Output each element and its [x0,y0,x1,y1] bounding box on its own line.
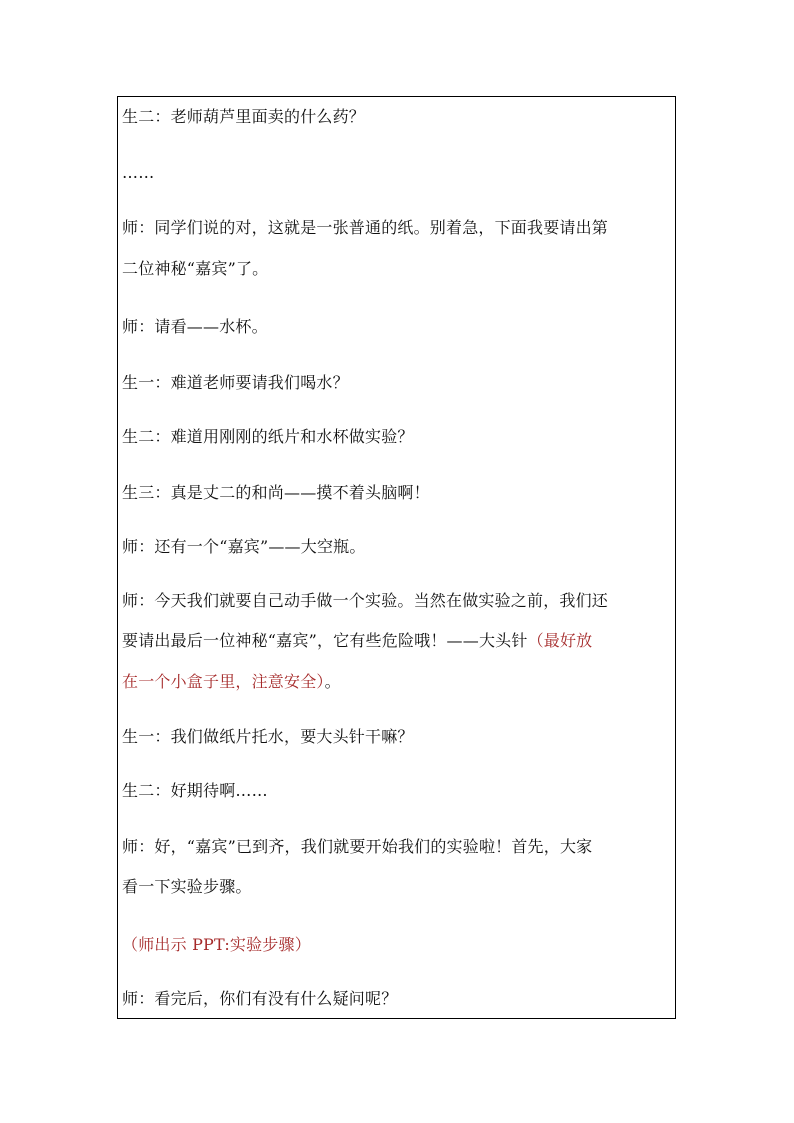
text-line: 师：看完后，你们有没有什么疑问呢？ [122,989,398,1008]
text-line: 生一：我们做纸片托水，要大头针干嘛？ [122,727,414,746]
text-line: 师：好，“嘉宾”已到齐，我们就要开始我们的实验啦！首先，大家 [122,837,593,856]
note-segment: 在一个小盒子里，注意安全） [122,672,325,691]
text-line-with-note [122,631,592,651]
text-line: 看一下实验步骤。 [122,877,252,896]
text-segment: 要请出最后一位神秘“嘉宾”，它有些危险哦！——大头针 [122,631,528,650]
text-line: 师：还有一个“嘉宾”——大空瓶。 [122,537,366,556]
text-line: 生二：难道用刚刚的纸片和水杯做实验？ [122,427,414,446]
text-line: 师：请看——水杯。 [122,317,268,336]
text-line: 生二：老师葫芦里面卖的什么药？ [122,107,366,126]
text-line: 二位神秘“嘉宾”了。 [122,259,269,278]
stage-direction-line: （师出示 PPT:实验步骤） [122,935,311,954]
note-segment: （最好放 [527,631,593,650]
text-line: 师：同学们说的对，这就是一张普通的纸。别着急，下面我要请出第 [122,218,609,237]
text-line: 师：今天我们就要自己动手做一个实验。当然在做实验之前，我们还 [122,591,609,610]
text-line-with-note [122,672,341,692]
text-line: 生一：难道老师要请我们喝水？ [122,373,349,392]
text-line: 生二：好期待啊…… [122,781,268,800]
text-line: …… [122,163,155,182]
table-cell-frame [117,96,676,1019]
text-line: 生三：真是丈二的和尚——摸不着头脑啊！ [122,483,430,502]
text-segment: 。 [324,672,341,691]
